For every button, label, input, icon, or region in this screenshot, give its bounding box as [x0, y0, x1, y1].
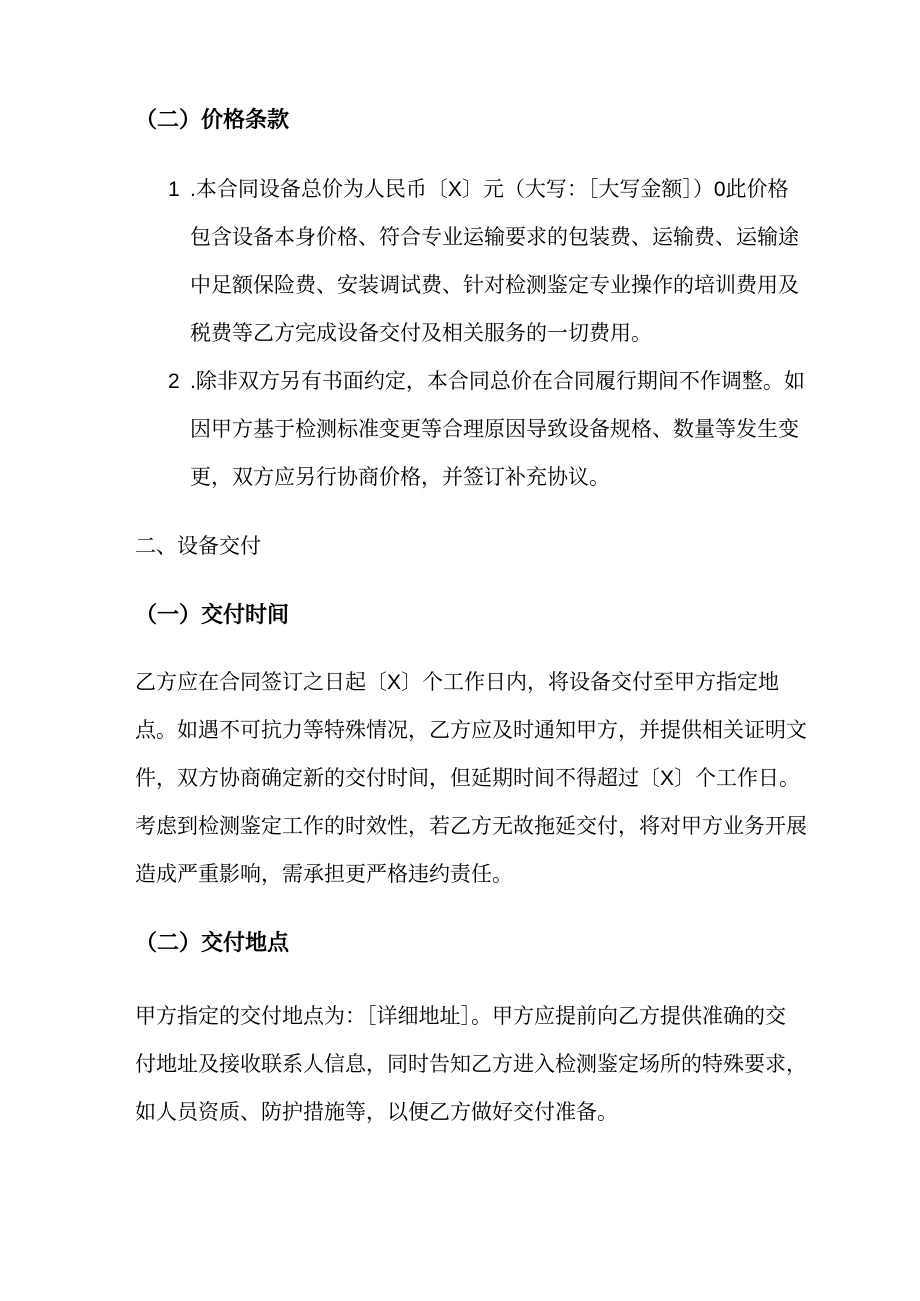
text-line: 更，双方应另行协商价格，并签订补充协议。 — [190, 466, 610, 489]
list-item-body — [190, 166, 799, 358]
paragraph-delivery-location — [135, 993, 807, 1137]
text-line: 点。如遇不可抗力等特殊情况，乙方应及时通知甲方，并提供相关证明文 — [135, 719, 807, 742]
text-line: 甲方指定的交付地点为：［详细地址］。甲方应提前向乙方提供准确的交 — [135, 1005, 786, 1028]
price-terms-list — [135, 166, 805, 502]
heading-price-terms: （二）价格条款 — [135, 107, 290, 132]
list-item-number: 2 — [168, 370, 180, 393]
text-line: 造成严重影响，需承担更严格违约责任。 — [135, 863, 513, 886]
list-item-number: 1 — [168, 178, 180, 201]
text-line: 如人员资质、防护措施等，以便乙方做好交付准备。 — [135, 1101, 618, 1124]
text-line: 付地址及接收联系人信息，同时告知乙方进入检测鉴定场所的特殊要求， — [135, 1053, 807, 1076]
text-line: 考虑到检测鉴定工作的时效性，若乙方无故拖延交付，将对甲方业务开展 — [135, 815, 807, 838]
heading-delivery-time: （一）交付时间 — [135, 602, 290, 627]
text-line: 中足额保险费、安装调试费、针对检测鉴定专业操作的培训费用及 — [190, 274, 799, 297]
list-item — [135, 166, 799, 358]
heading-delivery-location: （二）交付地点 — [135, 930, 290, 955]
text-line: 件，双方协商确定新的交付时间，但延期时间不得超过〔X〕个工作日。 — [135, 767, 801, 790]
list-item — [135, 358, 805, 502]
text-line: 因甲方基于检测标准变更等合理原因导致设备规格、数量等发生变 — [190, 418, 799, 441]
list-item-body — [190, 358, 805, 502]
section-title-equipment-delivery: 二、设备交付 — [135, 535, 261, 558]
text-line: .除非双方另有书面约定，本合同总价在合同履行期间不作调整。如 — [190, 370, 805, 393]
text-line: 税费等乙方完成设备交付及相关服务的一切费用。 — [190, 322, 652, 345]
paragraph-delivery-time — [135, 659, 807, 899]
text-line: .本合同设备总价为人民币〔X〕元（大写：［大写金额］）0此价格 — [190, 178, 789, 201]
text-line: 包含设备本身价格、符合专业运输要求的包装费、运输费、运输途 — [190, 226, 799, 249]
text-line: 乙方应在合同签订之日起〔X〕个工作日内，将设备交付至甲方指定地 — [135, 671, 780, 694]
